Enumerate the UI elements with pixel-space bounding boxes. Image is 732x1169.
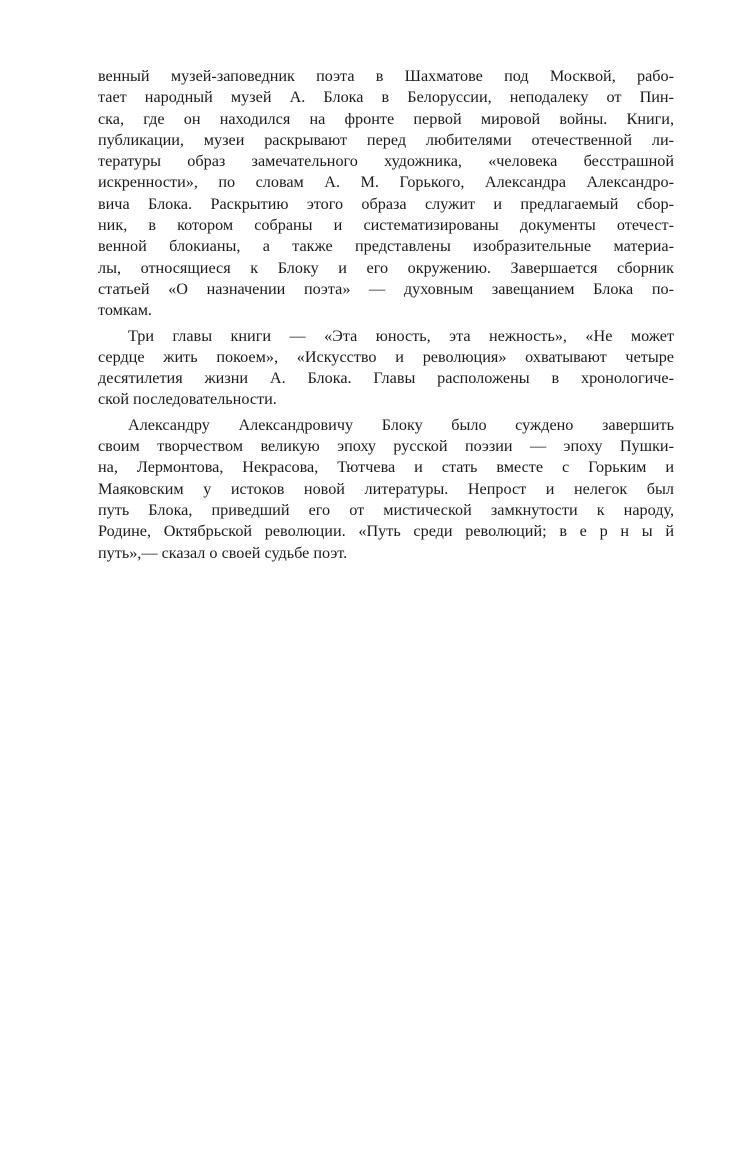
paragraph-3: [98, 415, 674, 564]
paragraph-2: [98, 326, 674, 411]
text-line: томкам.: [98, 301, 152, 320]
text-line: публикации, музеи раскрывают перед любителями отечественной ли-: [98, 130, 674, 149]
text-line: десятилетия жизни А. Блока. Главы расположены в хронологиче-: [98, 369, 674, 388]
text-line: Родине, Октябрьской революции. «Путь среди революций; в е р н ы й: [98, 522, 674, 541]
text-line: своим творчеством великую эпоху русской поэзии — эпоху Пушки-: [98, 437, 674, 456]
text-line: путь Блока, приведший его от мистической замкнутости к народу,: [98, 500, 674, 519]
text-line: венный музей-заповедник поэта в Шахматове под Москвой, рабо-: [98, 67, 674, 85]
text-line: Три главы книги — «Эта юность, эта нежность», «Не может: [128, 326, 674, 345]
text-line: вича Блока. Раскрытию этого образа служит и предлагаемый сбор-: [98, 194, 674, 213]
body-text: [98, 66, 674, 564]
text-line: тает народный музей А. Блока в Белоруссии, неподалеку от Пин-: [98, 88, 674, 107]
text-line: на, Лермонтова, Некрасова, Тютчева и стать вместе с Горьким и: [98, 458, 674, 477]
text-line: искренности», по словам А. М. Горького, Александра Александро-: [98, 173, 674, 192]
text-line: лы, относящиеся к Блоку и его окружению. Завершается сборник: [98, 258, 674, 277]
text-line: ской последовательности.: [98, 390, 277, 409]
paragraph-1: [98, 66, 674, 322]
text-line: сердце жить покоем», «Искусство и революция» охватывают четыре: [98, 347, 674, 366]
text-line: ска, где он находился на фронте первой мировой войны. Книги,: [98, 109, 674, 128]
text-line: путь»,— сказал о своей судьбе поэт.: [98, 543, 348, 562]
text-line: ник, в котором собраны и систематизированы документы отечест-: [98, 216, 674, 235]
text-line: тературы образ замечательного художника, «человека бесстрашной: [98, 152, 674, 171]
text-line: статьей «О назначении поэта» — духовным завещанием Блока по-: [98, 279, 674, 298]
text-line: Маяковским у истоков новой литературы. Непрост и нелегок был: [98, 479, 674, 498]
text-line: венной блокианы, а также представлены изобразительные материа-: [98, 237, 674, 256]
text-line: Александру Александровичу Блоку было суждено завершить: [128, 415, 674, 434]
